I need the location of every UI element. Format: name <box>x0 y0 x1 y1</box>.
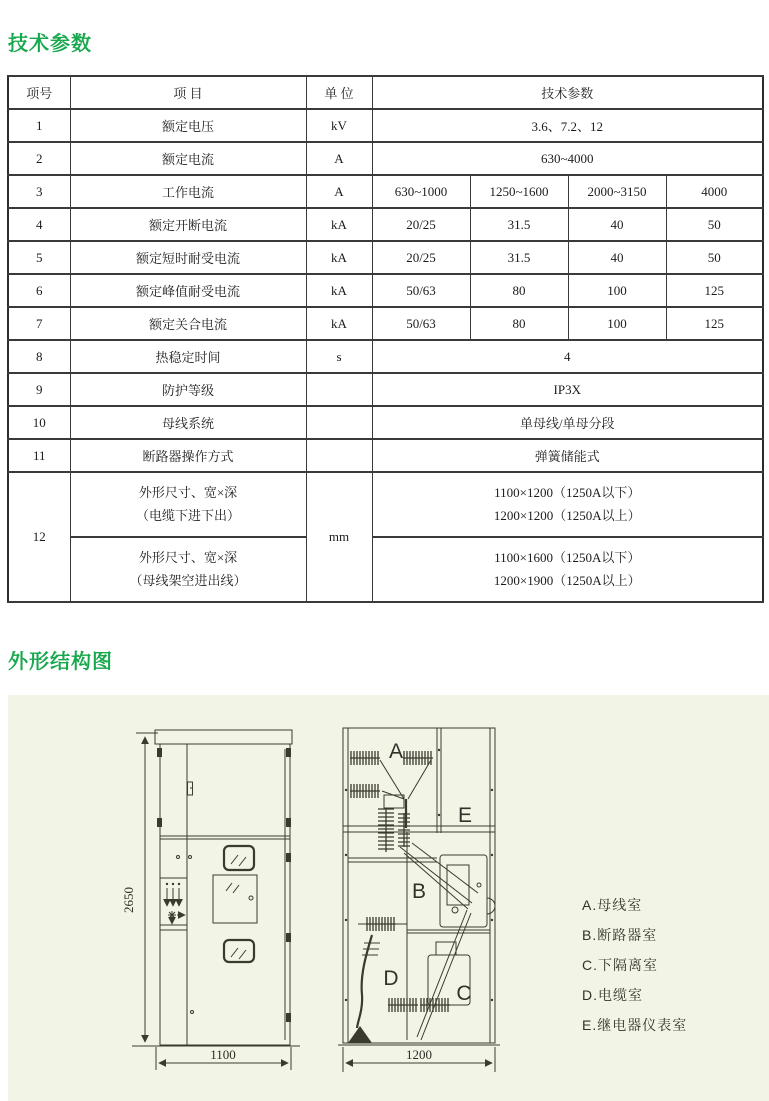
front-view-drawing <box>121 730 300 1070</box>
cell-item: 防护等级 <box>70 373 306 406</box>
nameplate-panel <box>213 875 257 923</box>
cell-value: 40 <box>568 241 666 274</box>
item-line: （母线架空进出线） <box>129 572 247 588</box>
interlock-indicator <box>166 883 185 924</box>
cell-item <box>70 472 306 537</box>
front-height-dimension <box>121 733 158 1042</box>
cell-no: 2 <box>8 142 70 175</box>
value-line: 1200×1900（1250A以上） <box>493 572 641 588</box>
page-title-tech-params: 技术参数 <box>8 33 92 55</box>
legend-item-d: D.电缆室 <box>582 987 643 1003</box>
value-line: 1200×1200（1250A以上） <box>493 507 641 523</box>
cell-item: 额定峰值耐受电流 <box>70 274 306 307</box>
cell-value: 50/63 <box>372 274 470 307</box>
compartment-label-b: B <box>411 880 427 903</box>
col-header-params: 技术参数 <box>372 76 763 109</box>
legend-item-e: E.继电器仪表室 <box>582 1017 688 1033</box>
col-header-unit: 单 位 <box>306 76 372 109</box>
value-line: 1100×1600（1250A以下） <box>494 549 641 565</box>
cell-no: 5 <box>8 241 70 274</box>
cell-value: 50 <box>666 208 763 241</box>
inspection-window-upper <box>224 846 254 870</box>
cell-value: 50/63 <box>372 307 470 340</box>
table-row <box>8 142 763 175</box>
cell-value: 单母线/单母分段 <box>372 406 763 439</box>
cell-unit <box>306 373 372 406</box>
cell-unit: kA <box>306 241 372 274</box>
section-width-dimension <box>343 1047 495 1072</box>
table-row <box>8 241 763 274</box>
cell-item: 额定电压 <box>70 109 306 142</box>
cell-value: 1250~1600 <box>470 175 568 208</box>
table-row <box>8 274 763 307</box>
item-line: 外形尺寸、宽×深 <box>138 484 238 500</box>
wall-screws <box>345 749 493 1001</box>
cell-item: 母线系统 <box>70 406 306 439</box>
cell-value: 20/25 <box>372 241 470 274</box>
cell-value: 100 <box>568 274 666 307</box>
cell-unit: A <box>306 175 372 208</box>
cell-value: 31.5 <box>470 208 568 241</box>
cell-value: 4000 <box>666 175 763 208</box>
cell-unit: s <box>306 340 372 373</box>
cell-value: 125 <box>666 274 763 307</box>
cell-value: 弹簧储能式 <box>372 439 763 472</box>
dim-2650: 2650 <box>121 887 136 913</box>
item-line: 外形尺寸、宽×深 <box>138 549 238 565</box>
cell-value: 630~1000 <box>372 175 470 208</box>
tech-params-table <box>7 75 764 603</box>
cell-no: 4 <box>8 208 70 241</box>
dim-1100: 1100 <box>210 1047 236 1062</box>
cell-item: 额定短时耐受电流 <box>70 241 306 274</box>
inspection-window-lower <box>224 940 254 962</box>
legend-item-c: C.下隔离室 <box>582 957 658 973</box>
legend-item-a: A.母线室 <box>582 897 643 913</box>
table-row <box>8 208 763 241</box>
door-hinges <box>157 748 291 1022</box>
table-row <box>8 373 763 406</box>
cell-unit: kA <box>306 274 372 307</box>
table-row <box>8 439 763 472</box>
cell-no: 3 <box>8 175 70 208</box>
front-width-dimension <box>156 1047 291 1070</box>
cell-unit: kA <box>306 208 372 241</box>
cell-item: 额定开断电流 <box>70 208 306 241</box>
cell-value: 20/25 <box>372 208 470 241</box>
cell-item: 断路器操作方式 <box>70 439 306 472</box>
outline-diagram-panel <box>8 695 769 1101</box>
table-row <box>8 472 763 537</box>
cell-unit: kA <box>306 307 372 340</box>
cell-value: 80 <box>470 307 568 340</box>
compartment-label-d: D <box>383 967 399 990</box>
cell-value <box>372 472 763 537</box>
table-row <box>8 537 763 602</box>
table-row <box>8 307 763 340</box>
cell-item: 工作电流 <box>70 175 306 208</box>
cell-item: 额定关合电流 <box>70 307 306 340</box>
cell-no: 1 <box>8 109 70 142</box>
cell-no: 12 <box>8 472 70 602</box>
cell-item <box>70 537 306 602</box>
cell-no: 8 <box>8 340 70 373</box>
cell-value: 125 <box>666 307 763 340</box>
table-header-row <box>8 76 763 109</box>
page-title-outline-diagram: 外形结构图 <box>8 651 113 673</box>
cell-unit <box>306 406 372 439</box>
cell-value: IP3X <box>372 373 763 406</box>
value-line: 1100×1200（1250A以下） <box>494 484 641 500</box>
dim-1200: 1200 <box>406 1047 432 1062</box>
section-view-drawing <box>338 728 500 1072</box>
cell-item: 热稳定时间 <box>70 340 306 373</box>
table-row <box>8 406 763 439</box>
cell-value <box>372 537 763 602</box>
cell-value: 630~4000 <box>372 142 763 175</box>
cell-unit: kV <box>306 109 372 142</box>
cell-no: 9 <box>8 373 70 406</box>
item-line: （电缆下进下出） <box>135 507 240 523</box>
col-header-item: 项 目 <box>70 76 306 109</box>
cell-value: 4 <box>372 340 763 373</box>
cell-value: 100 <box>568 307 666 340</box>
cell-item: 额定电流 <box>70 142 306 175</box>
compartment-label-a: A <box>388 740 404 763</box>
cabinet-drawings <box>8 695 769 1101</box>
cell-value: 40 <box>568 208 666 241</box>
col-header-item-no: 项号 <box>8 76 70 109</box>
cell-value: 31.5 <box>470 241 568 274</box>
compartment-label-e: E <box>457 804 473 827</box>
cell-no: 6 <box>8 274 70 307</box>
legend-item-b: B.断路器室 <box>582 927 658 943</box>
compartment-label-c: C <box>456 982 472 1005</box>
cell-no: 7 <box>8 307 70 340</box>
cell-unit: A <box>306 142 372 175</box>
cell-value: 50 <box>666 241 763 274</box>
cell-value: 80 <box>470 274 568 307</box>
cell-value: 2000~3150 <box>568 175 666 208</box>
cell-unit: mm <box>306 472 372 602</box>
table-row <box>8 340 763 373</box>
cell-no: 11 <box>8 439 70 472</box>
cabinet-top-cap <box>155 730 292 744</box>
cell-no: 10 <box>8 406 70 439</box>
cell-value: 3.6、7.2、12 <box>372 109 763 142</box>
cell-unit <box>306 439 372 472</box>
table-row <box>8 109 763 142</box>
operating-mechanism <box>440 855 495 927</box>
table-row <box>8 175 763 208</box>
